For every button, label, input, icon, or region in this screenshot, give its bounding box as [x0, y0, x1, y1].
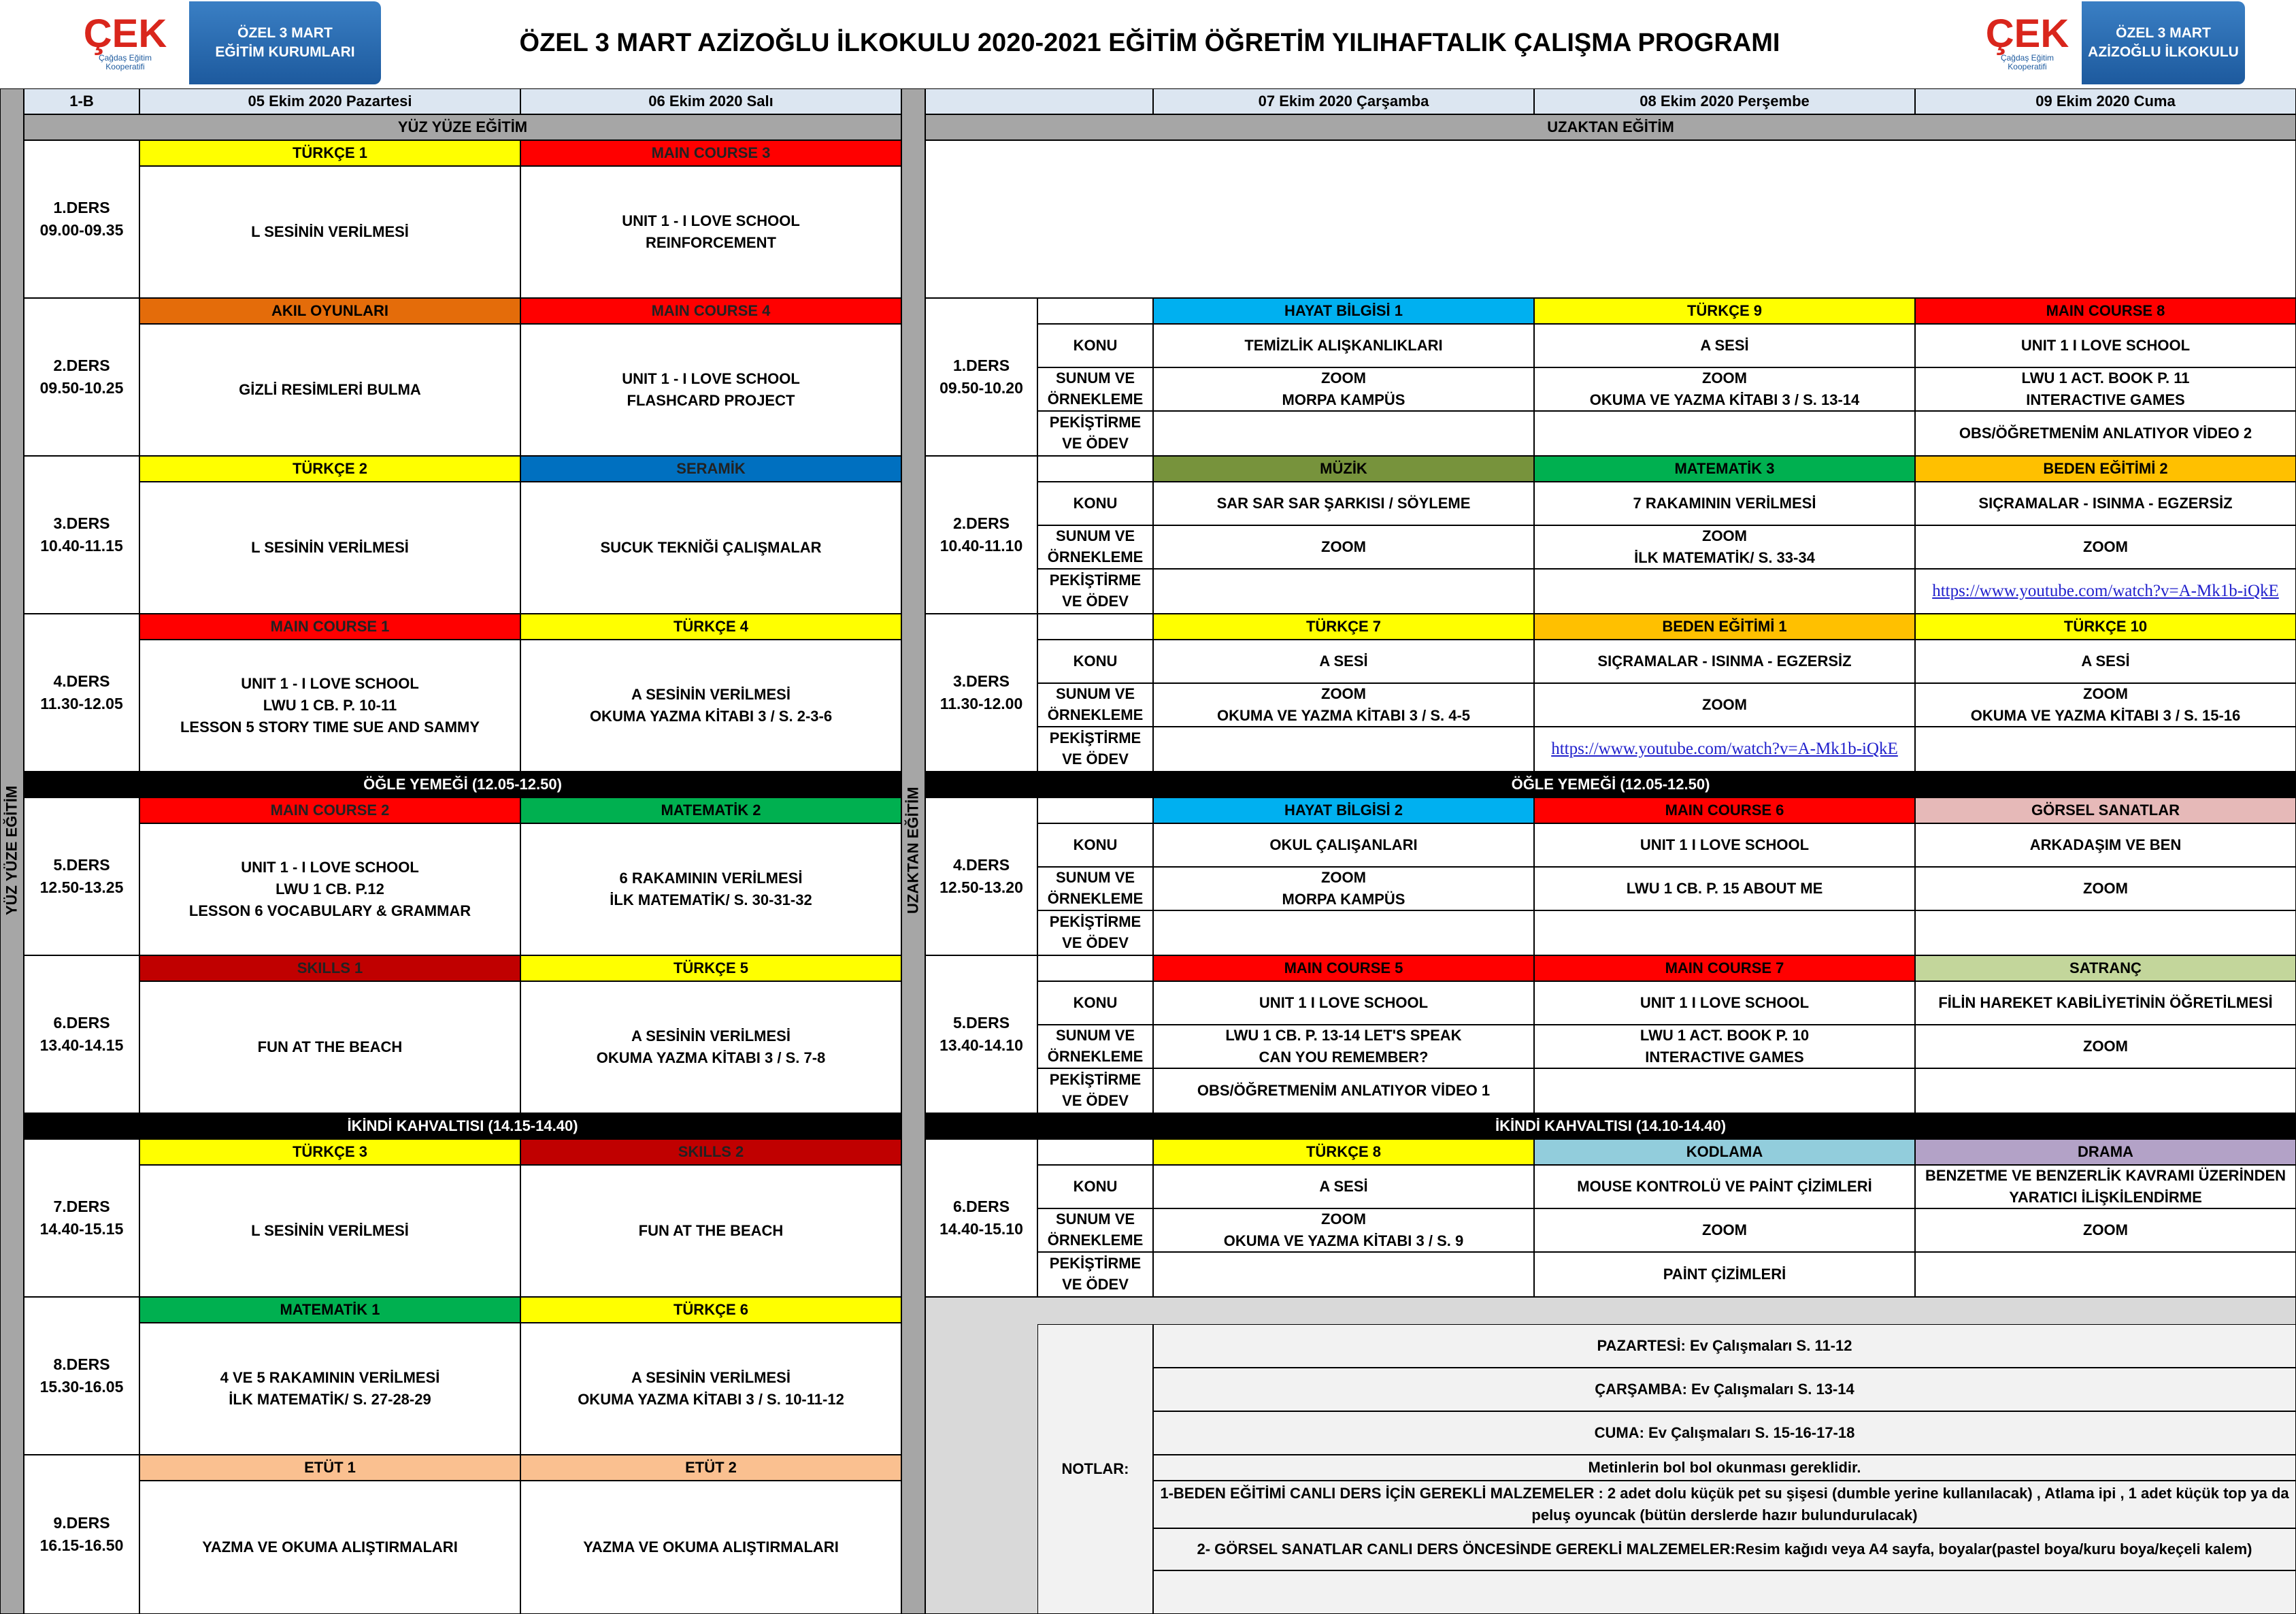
video-link[interactable]: https://www.youtube.com/watch?v=A-Mk1b-iQkE: [1915, 569, 2296, 614]
subject-name: TÜRKÇE 10: [1915, 614, 2296, 640]
lesson-time-label: 2.DERS 09.50-10.25: [24, 298, 139, 456]
subject-topic: FUN AT THE BEACH: [139, 981, 520, 1113]
title-line-1: ÖZEL 3 MART AZİZOĞLU İLKOKULU 2020-2021 EĞİTİM ÖĞRETİM YILI: [519, 29, 1380, 58]
note-line: 1-BEDEN EĞİTİMİ CANLI DERS İÇİN GEREKLİ MALZEMELER : 2 adet dolu küçük pet su şişesi (dumble yerine kullanılacak) , Atlama ipi , 1 adet küçük top ya da peluş oyuncak (bütün derslerde hazır bulundurulacak): [1153, 1481, 2296, 1528]
subject-homework: [1915, 1068, 2296, 1113]
subject-topic: L SESİNİN VERİLMESİ: [139, 482, 520, 614]
subject-presentation: ZOOM: [1915, 867, 2296, 910]
subject-presentation: ZOOM OKUMA VE YAZMA KİTABI 3 / S. 9: [1153, 1208, 1534, 1252]
subject-homework: [1153, 411, 1534, 456]
band-remote: UZAKTAN EĞİTİM: [925, 114, 2296, 140]
row-label-presentation: SUNUM VE ÖRNEKLEME: [1037, 367, 1153, 411]
subject-presentation: ZOOM: [1534, 1208, 1915, 1252]
subject-topic: BENZETME VE BENZERLİK KAVRAMI ÜZERİNDEN YARATICI İLİŞKİLENDİRME: [1915, 1165, 2296, 1208]
subject-topic: UNIT 1 - I LOVE SCHOOL FLASHCARD PROJECT: [520, 324, 901, 456]
subject-topic: SIÇRAMALAR - ISINMA - EGZERSİZ: [1534, 640, 1915, 683]
lesson-time-label: 4.DERS 12.50-13.20: [925, 797, 1037, 955]
subject-name: MAIN COURSE 2: [139, 797, 520, 823]
subject-topic: MOUSE KONTROLÜ VE PAİNT ÇİZİMLERİ: [1534, 1165, 1915, 1208]
day-header-monday: 05 Ekim 2020 Pazartesi: [139, 88, 520, 114]
row-label-blank: [1037, 797, 1153, 823]
subject-topic: L SESİNİN VERİLMESİ: [139, 166, 520, 298]
subject-homework: [1153, 727, 1534, 772]
subject-name: DRAMA: [1915, 1139, 2296, 1165]
subject-topic: 7 RAKAMININ VERİLMESİ: [1534, 482, 1915, 525]
row-label-topic: KONU: [1037, 1165, 1153, 1208]
logo-right-label: ÖZEL 3 MART AZİZOĞLU İLKOKULU: [2082, 1, 2245, 84]
subject-presentation: LWU 1 ACT. BOOK P. 11 INTERACTIVE GAMES: [1915, 367, 2296, 411]
day-header-friday: 09 Ekim 2020 Cuma: [1915, 88, 2296, 114]
day-header-tuesday: 06 Ekim 2020 Salı: [520, 88, 901, 114]
subject-topic: A SESİNİN VERİLMESİ OKUMA YAZMA KİTABI 3 / S. 7-8: [520, 981, 901, 1113]
subject-presentation: ZOOM OKUMA VE YAZMA KİTABI 3 / S. 13-14: [1534, 367, 1915, 411]
lesson-time-label: 3.DERS 10.40-11.15: [24, 456, 139, 614]
subject-name: MAIN COURSE 8: [1915, 298, 2296, 324]
subject-topic: UNIT 1 - I LOVE SCHOOL REINFORCEMENT: [520, 166, 901, 298]
subject-topic: L SESİNİN VERİLMESİ: [139, 1165, 520, 1297]
subject-homework: [1153, 1252, 1534, 1297]
lesson-time-label: 5.DERS 12.50-13.25: [24, 797, 139, 955]
subject-homework: [1534, 1068, 1915, 1113]
subject-name: TÜRKÇE 6: [520, 1297, 901, 1323]
lunch-bar: ÖĞLE YEMEĞİ (12.05-12.50): [24, 772, 901, 797]
snack-bar: İKİNDİ KAHVALTISI (14.10-14.40): [925, 1113, 2296, 1139]
note-line: CUMA: Ev Çalışmaları S. 15-16-17-18: [1153, 1411, 2296, 1455]
subject-homework: [1534, 569, 1915, 614]
subject-topic: OKUL ÇALIŞANLARI: [1153, 823, 1534, 867]
row-label-presentation: SUNUM VE ÖRNEKLEME: [1037, 867, 1153, 910]
lesson-time-label: 3.DERS 11.30-12.00: [925, 614, 1037, 772]
subject-topic: SAR SAR SAR ŞARKISI / SÖYLEME: [1153, 482, 1534, 525]
note-line: 2- GÖRSEL SANATLAR CANLI DERS ÖNCESİNDE GEREKLİ MALZEMELER:Resim kağıdı veya A4 sayfa, boyalar(pastel boya/kuru boya/keçeli kalem): [1153, 1528, 2296, 1570]
subject-name: MATEMATİK 1: [139, 1297, 520, 1323]
row-label-topic: KONU: [1037, 324, 1153, 367]
logo-mark-subtitle: Çağdaş Eğitim Kooperatifi: [98, 52, 152, 71]
subject-topic: YAZMA VE OKUMA ALIŞTIRMALARI: [139, 1481, 520, 1614]
page-title: [381, 0, 1918, 87]
subject-name: MATEMATİK 3: [1534, 456, 1915, 482]
title-line-2: HAFTALIK ÇALIŞMA PROGRAMI: [1379, 29, 1780, 58]
class-label: 1-B: [24, 88, 139, 114]
row-label-blank: [1037, 955, 1153, 981]
lesson-time-label: 7.DERS 14.40-15.15: [24, 1139, 139, 1297]
lesson-time-label: 1.DERS 09.50-10.20: [925, 298, 1037, 456]
subject-topic: A SESİ: [1915, 640, 2296, 683]
subject-topic: UNIT 1 I LOVE SCHOOL: [1153, 981, 1534, 1025]
subject-topic: UNIT 1 I LOVE SCHOOL: [1915, 324, 2296, 367]
empty-slot: [925, 140, 2296, 298]
subject-presentation: LWU 1 CB. P. 15 ABOUT ME: [1534, 867, 1915, 910]
subject-presentation: ZOOM OKUMA VE YAZMA KİTABI 3 / S. 4-5: [1153, 683, 1534, 727]
subject-name: TÜRKÇE 2: [139, 456, 520, 482]
lesson-time-label: 8.DERS 15.30-16.05: [24, 1297, 139, 1455]
subject-name: MÜZİK: [1153, 456, 1534, 482]
logo-mark-text: ÇEK: [83, 11, 167, 56]
subject-name: MAIN COURSE 5: [1153, 955, 1534, 981]
day-header-thursday: 08 Ekim 2020 Perşembe: [1534, 88, 1915, 114]
subject-name: MAIN COURSE 1: [139, 614, 520, 640]
row-label-homework: PEKİŞTİRME VE ÖDEV: [1037, 411, 1153, 456]
subject-topic: A SESİNİN VERİLMESİ OKUMA YAZMA KİTABI 3 / S. 2-3-6: [520, 640, 901, 772]
lesson-time-label: 6.DERS 13.40-14.15: [24, 955, 139, 1113]
row-label-topic: KONU: [1037, 482, 1153, 525]
video-link[interactable]: https://www.youtube.com/watch?v=A-Mk1b-iQkE: [1534, 727, 1915, 772]
lesson-time-label: 9.DERS 16.15-16.50: [24, 1455, 139, 1614]
subject-presentation: ZOOM MORPA KAMPÜS: [1153, 867, 1534, 910]
subject-topic: UNIT 1 I LOVE SCHOOL: [1534, 823, 1915, 867]
lesson-time-label: 2.DERS 10.40-11.10: [925, 456, 1037, 614]
subject-presentation: ZOOM: [1915, 1025, 2296, 1068]
subject-topic: ARKADAŞIM VE BEN: [1915, 823, 2296, 867]
cek-logo-mark: [1973, 1, 2082, 84]
note-line: ÇARŞAMBA: Ev Çalışmaları S. 13-14: [1153, 1368, 2296, 1411]
row-label-homework: PEKİŞTİRME VE ÖDEV: [1037, 910, 1153, 955]
subject-topic: UNIT 1 I LOVE SCHOOL: [1534, 981, 1915, 1025]
row-label-presentation: SUNUM VE ÖRNEKLEME: [1037, 683, 1153, 727]
subject-homework: OBS/ÖĞRETMENİM ANLATIYOR VİDEO 2: [1915, 411, 2296, 456]
subject-topic: 6 RAKAMININ VERİLMESİ İLK MATEMATİK/ S. 30-31-32: [520, 823, 901, 955]
subject-name: SATRANÇ: [1915, 955, 2296, 981]
subject-topic: A SESİ: [1534, 324, 1915, 367]
subject-homework: [1915, 1252, 2296, 1297]
row-label-blank: [1037, 456, 1153, 482]
subject-name: BEDEN EĞİTİMİ 1: [1534, 614, 1915, 640]
subject-name: MAIN COURSE 6: [1534, 797, 1915, 823]
subject-topic: TEMİZLİK ALIŞKANLIKLARI: [1153, 324, 1534, 367]
subject-name: TÜRKÇE 3: [139, 1139, 520, 1165]
subject-homework: [1915, 727, 2296, 772]
band-face-to-face: YÜZ YÜZE EĞİTİM: [24, 114, 901, 140]
subject-homework: [1153, 910, 1534, 955]
row-label-homework: PEKİŞTİRME VE ÖDEV: [1037, 1068, 1153, 1113]
row-label-blank: [1037, 1139, 1153, 1165]
subject-topic: UNIT 1 - I LOVE SCHOOL LWU 1 CB. P.12 LESSON 6 VOCABULARY & GRAMMAR: [139, 823, 520, 955]
subject-name: TÜRKÇE 7: [1153, 614, 1534, 640]
day-header-wednesday: 07 Ekim 2020 Çarşamba: [1153, 88, 1534, 114]
row-label-blank: [1037, 614, 1153, 640]
logo-left: [61, 1, 381, 84]
subject-presentation: ZOOM İLK MATEMATİK/ S. 33-34: [1534, 525, 1915, 569]
subject-name: GÖRSEL SANATLAR: [1915, 797, 2296, 823]
row-label-presentation: SUNUM VE ÖRNEKLEME: [1037, 1208, 1153, 1252]
subject-name: ETÜT 2: [520, 1455, 901, 1481]
row-label-topic: KONU: [1037, 640, 1153, 683]
subject-homework: [1915, 910, 2296, 955]
row-label-presentation: SUNUM VE ÖRNEKLEME: [1037, 1025, 1153, 1068]
subject-name: ETÜT 1: [139, 1455, 520, 1481]
subject-presentation: ZOOM MORPA KAMPÜS: [1153, 367, 1534, 411]
logo-mark-subtitle: Çağdaş Eğitim Kooperatifi: [2000, 52, 2054, 71]
subject-topic: A SESİNİN VERİLMESİ OKUMA YAZMA KİTABI 3 / S. 10-11-12: [520, 1323, 901, 1455]
subject-name: TÜRKÇE 1: [139, 140, 520, 166]
subject-presentation: ZOOM: [1534, 683, 1915, 727]
note-line: [1153, 1570, 2296, 1614]
subject-topic: A SESİ: [1153, 640, 1534, 683]
logo-right: [1973, 1, 2245, 84]
subject-homework: PAİNT ÇİZİMLERİ: [1534, 1252, 1915, 1297]
notes-label: NOTLAR:: [1037, 1324, 1153, 1614]
subject-presentation: LWU 1 ACT. BOOK P. 10 INTERACTIVE GAMES: [1534, 1025, 1915, 1068]
subject-homework: OBS/ÖĞRETMENİM ANLATIYOR VİDEO 1: [1153, 1068, 1534, 1113]
row-label-topic: KONU: [1037, 981, 1153, 1025]
subject-name: KODLAMA: [1534, 1139, 1915, 1165]
logo-mark-text: ÇEK: [1985, 11, 2069, 56]
subject-name: TÜRKÇE 5: [520, 955, 901, 981]
lunch-bar: ÖĞLE YEMEĞİ (12.05-12.50): [925, 772, 2296, 797]
subject-presentation: ZOOM: [1915, 1208, 2296, 1252]
subject-topic: GİZLİ RESİMLERİ BULMA: [139, 324, 520, 456]
row-label-blank: [1037, 298, 1153, 324]
subject-name: SKILLS 1: [139, 955, 520, 981]
subject-topic: FİLİN HAREKET KABİLİYETİNİN ÖĞRETİLMESİ: [1915, 981, 2296, 1025]
subject-topic: 4 VE 5 RAKAMININ VERİLMESİ İLK MATEMATİK/ S. 27-28-29: [139, 1323, 520, 1455]
subject-presentation: ZOOM OKUMA VE YAZMA KİTABI 3 / S. 15-16: [1915, 683, 2296, 727]
note-line: Metinlerin bol bol okunması gereklidir.: [1153, 1455, 2296, 1481]
subject-topic: YAZMA VE OKUMA ALIŞTIRMALARI: [520, 1481, 901, 1614]
subject-topic: FUN AT THE BEACH: [520, 1165, 901, 1297]
row-label-homework: PEKİŞTİRME VE ÖDEV: [1037, 1252, 1153, 1297]
snack-bar: İKİNDİ KAHVALTISI (14.15-14.40): [24, 1113, 901, 1139]
subject-name: HAYAT BİLGİSİ 1: [1153, 298, 1534, 324]
subject-name: MAIN COURSE 4: [520, 298, 901, 324]
subject-name: TÜRKÇE 9: [1534, 298, 1915, 324]
lesson-time-label: 1.DERS 09.00-09.35: [24, 140, 139, 298]
lesson-time-label: 6.DERS 14.40-15.10: [925, 1139, 1037, 1297]
subject-presentation: ZOOM: [1915, 525, 2296, 569]
subject-name: MAIN COURSE 3: [520, 140, 901, 166]
subject-presentation: LWU 1 CB. P. 13-14 LET'S SPEAK CAN YOU REMEMBER?: [1153, 1025, 1534, 1068]
row-label-topic: KONU: [1037, 823, 1153, 867]
subject-name: SKILLS 2: [520, 1139, 901, 1165]
note-line: PAZARTESİ: Ev Çalışmaları S. 11-12: [1153, 1324, 2296, 1368]
cek-logo-mark: [61, 1, 189, 84]
logo-left-label: ÖZEL 3 MART EĞİTİM KURUMLARI: [189, 1, 381, 84]
row-label-presentation: SUNUM VE ÖRNEKLEME: [1037, 525, 1153, 569]
subject-presentation: ZOOM: [1153, 525, 1534, 569]
row-label-homework: PEKİŞTİRME VE ÖDEV: [1037, 569, 1153, 614]
subject-name: SERAMİK: [520, 456, 901, 482]
subject-name: AKIL OYUNLARI: [139, 298, 520, 324]
subject-homework: [1153, 569, 1534, 614]
day-header-blank: [925, 88, 1153, 114]
side-label-remote: UZAKTAN EĞİTİM: [904, 787, 922, 915]
subject-homework: [1534, 411, 1915, 456]
subject-name: MAIN COURSE 7: [1534, 955, 1915, 981]
subject-homework: [1534, 910, 1915, 955]
subject-name: HAYAT BİLGİSİ 2: [1153, 797, 1534, 823]
row-label-homework: PEKİŞTİRME VE ÖDEV: [1037, 727, 1153, 772]
subject-topic: SIÇRAMALAR - ISINMA - EGZERSİZ: [1915, 482, 2296, 525]
subject-topic: A SESİ: [1153, 1165, 1534, 1208]
side-label-face-to-face: YÜZ YÜZE EĞİTİM: [3, 785, 20, 916]
lesson-time-label: 5.DERS 13.40-14.10: [925, 955, 1037, 1113]
subject-topic: SUCUK TEKNİĞİ ÇALIŞMALAR: [520, 482, 901, 614]
subject-name: BEDEN EĞİTİMİ 2: [1915, 456, 2296, 482]
subject-name: MATEMATİK 2: [520, 797, 901, 823]
subject-name: TÜRKÇE 8: [1153, 1139, 1534, 1165]
subject-topic: UNIT 1 - I LOVE SCHOOL LWU 1 CB. P. 10-11 LESSON 5 STORY TIME SUE AND SAMMY: [139, 640, 520, 772]
subject-name: TÜRKÇE 4: [520, 614, 901, 640]
lesson-time-label: 4.DERS 11.30-12.05: [24, 614, 139, 772]
